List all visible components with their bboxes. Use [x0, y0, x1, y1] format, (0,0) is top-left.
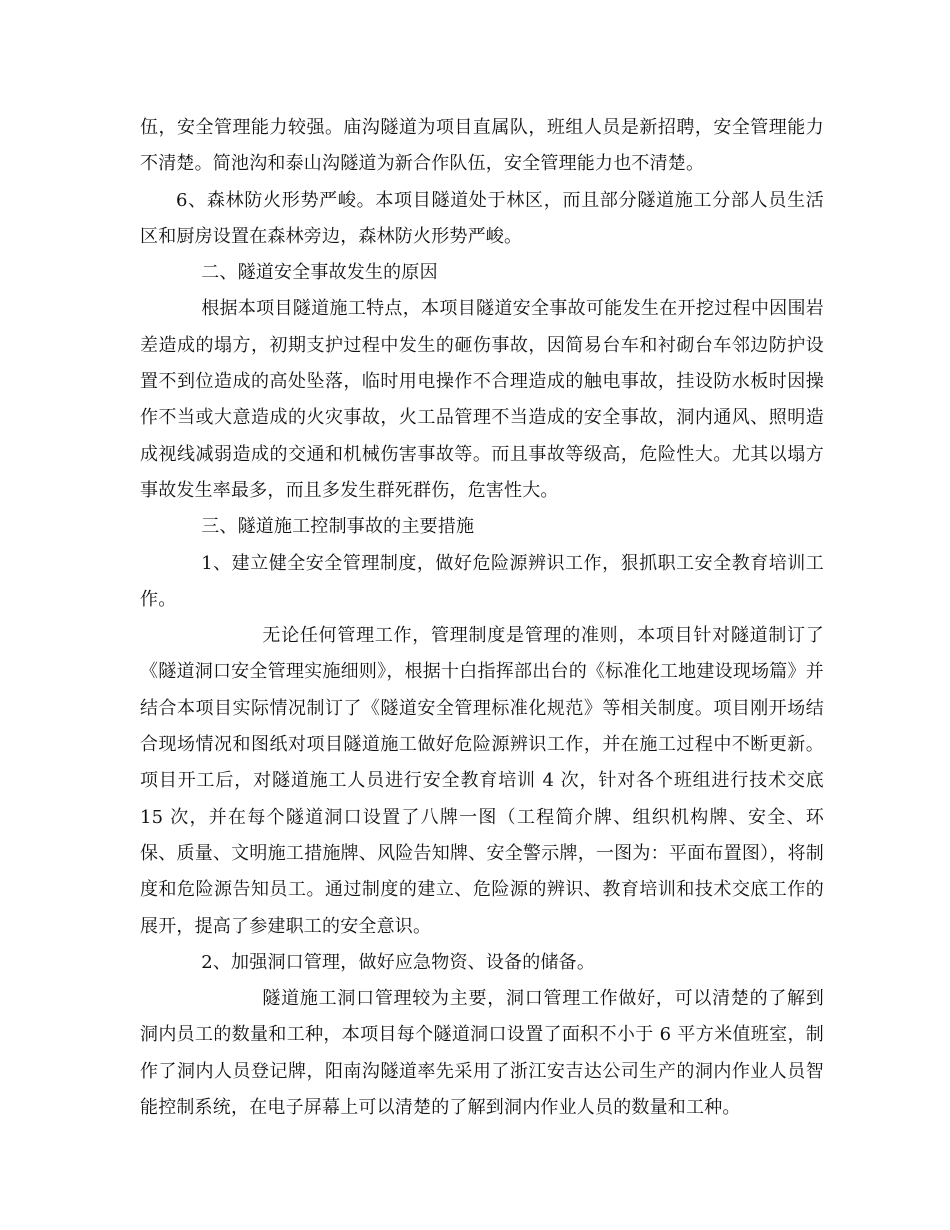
- paragraph-continuation: 伍，安全管理能力较强。庙沟隧道为项目直属队，班组人员是新招聘，安全管理能力不清楚。简池沟和泰山沟隧道为新合作队伍，安全管理能力也不清楚。: [140, 117, 824, 175]
- section-heading-causes: 二、隧道安全事故发生的原因: [201, 262, 438, 284]
- subheading-portal-management: 2、加强洞口管理，做好应急物资、设备的储备。: [201, 951, 596, 973]
- subheading-safety-system: 1、建立健全安全管理制度，做好危险源辨识工作，狠抓职工安全教育培训工作。: [140, 552, 824, 610]
- paragraph-safety-system: 无论任何管理工作，管理制度是管理的准则，本项目针对隧道制订了《隧道洞口安全管理实施细则》，根据十白指挥部出台的《标准化工地建设现场篇》并结合本项目实际情况制订了《隧道安全管理标准化规范》等相关制度。项目刚开场结合现场情况和图纸对项目隧道施工做好危险源辨识工作，并在施工过程中不断更新。项目开工后，对隧道施工人员进行安全教育培训 4 次，针对各个班组进行技术交底 15 次，并在每个隧道洞口设置了八牌一图（工程简介牌、组织机构牌、安全、环保、质量、文明施工措施牌、风险告知牌、安全警示牌，一图为：平面布置图），将制度和危险源告知员工。通过制度的建立、危险源的辨识、教育培训和技术交底工作的展开，提高了参建职工的安全意识。: [140, 625, 824, 937]
- paragraph-causes: 根据本项目隧道施工特点，本项目隧道安全事故可能发生在开挖过程中因围岩差造成的塌方，初期支护过程中发生的砸伤事故，因简易台车和衬砌台车邻边防护设置不到位造成的高处坠落，临时用电操作不合理造成的触电事故，挂设防水板时因操作不当或大意造成的火灾事故，火工品管理不当造成的安全事故，洞内通风、照明造成视线减弱造成的交通和机械伤害事故等。而且事故等级高，危险性大。尤其以塌方事故发生率最多，而且多发生群死群伤，危害性大。: [140, 298, 824, 501]
- section-heading-measures: 三、隧道施工控制事故的主要措施: [201, 516, 475, 538]
- paragraph-portal-management: 隧道施工洞口管理较为主要，洞口管理工作做好，可以清楚的了解到洞内员工的数量和工种，本项目每个隧道洞口设置了面积不小于 6 平方米值班室，制作了洞内人员登记牌，阳南沟隧道率先采用了浙江安吉达公司生产的洞内作业人员智能控制系统，在电子屏幕上可以清楚的了解到洞内作业人员的数量和工种。: [140, 988, 824, 1119]
- paragraph-forest-fire: 6、森林防火形势严峻。本项目隧道处于林区，而且部分隧道施工分部人员生活区和厨房设置在森林旁边，森林防火形势严峻。: [140, 189, 824, 247]
- document-body: [140, 110, 824, 1126]
